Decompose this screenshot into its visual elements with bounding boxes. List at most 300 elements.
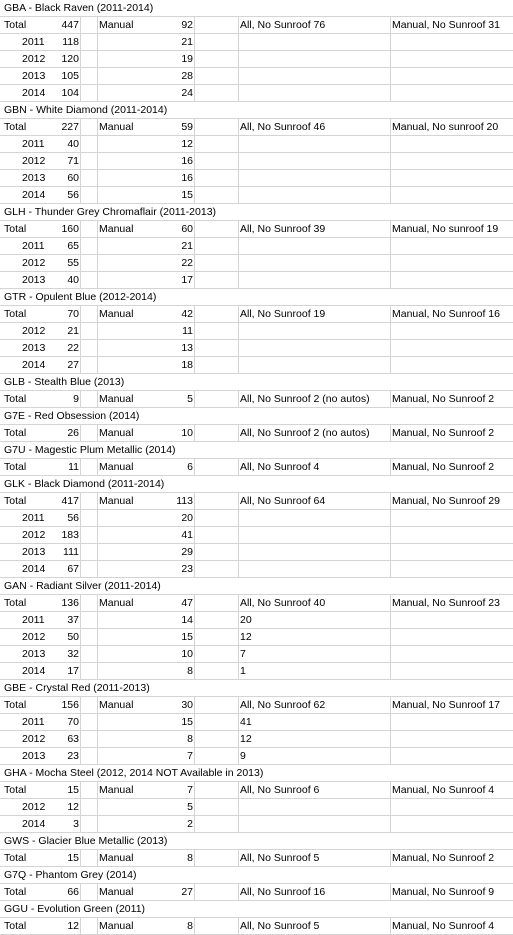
cell-type[interactable]: Manual	[99, 920, 134, 932]
grid-line	[390, 663, 391, 679]
cell-manual-count[interactable]: 6	[187, 461, 193, 473]
cell-year[interactable]: 2011	[22, 512, 45, 524]
cell-label[interactable]: Total	[4, 461, 27, 473]
year-row[interactable]	[0, 646, 513, 663]
total-row[interactable]	[0, 119, 513, 136]
cell-manual-count[interactable]: 8	[187, 665, 193, 677]
year-row[interactable]	[0, 544, 513, 561]
cell-year[interactable]: 2014	[22, 563, 46, 575]
cell-all-no-sunroof[interactable]: All, No Sunroof 46	[240, 121, 326, 133]
cell-all-no-sunroof[interactable]: All, No Sunroof 39	[240, 223, 326, 235]
cell-manual-count[interactable]: 42	[181, 308, 193, 320]
cell-count[interactable]: 417	[61, 495, 79, 507]
cell-manual-no-sunroof[interactable]: Manual, No Sunroof 9	[392, 886, 495, 898]
cell-count[interactable]: 227	[61, 121, 79, 133]
cell-count[interactable]: 447	[61, 19, 79, 31]
year-row[interactable]	[0, 136, 513, 153]
cell-manual-count[interactable]: 59	[181, 121, 193, 133]
year-row[interactable]	[0, 561, 513, 578]
cell-count[interactable]: 22	[67, 342, 79, 354]
cell-year[interactable]: 2014	[22, 818, 46, 830]
group-header-row[interactable]	[0, 476, 513, 493]
cell-manual-count[interactable]: 30	[181, 699, 193, 711]
year-row[interactable]	[0, 527, 513, 544]
cell-manual-no-sunroof[interactable]: Manual, No Sunroof 2	[392, 427, 495, 439]
total-row[interactable]	[0, 595, 513, 612]
grid-line	[194, 816, 195, 832]
cell-manual-count[interactable]: 24	[181, 87, 193, 99]
cell-type[interactable]: Manual	[99, 223, 134, 235]
cell-count[interactable]: 23	[67, 750, 79, 762]
grid-line	[238, 459, 239, 475]
cell-all-no-sunroof[interactable]: All, No Sunroof 19	[240, 308, 326, 320]
cell-all-no-sunroof[interactable]: All, No Sunroof 76	[240, 19, 326, 31]
cell-manual-no-sunroof[interactable]: Manual, No Sunroof 2	[392, 852, 495, 864]
grid-line	[390, 85, 391, 101]
cell-count[interactable]: 118	[62, 36, 79, 48]
group-header-row[interactable]	[0, 102, 513, 119]
cell-manual-count[interactable]: 11	[182, 325, 193, 337]
group-header-row[interactable]	[0, 578, 513, 595]
cell-count[interactable]: 183	[61, 529, 79, 541]
cell-all-no-sunroof[interactable]: All, No Sunroof 5	[240, 920, 320, 932]
cell-manual-count[interactable]: 10	[181, 648, 193, 660]
year-row[interactable]	[0, 748, 513, 765]
cell-count[interactable]: 65	[67, 240, 79, 252]
group-header-cell[interactable]: GHA - Mocha Steel (2012, 2014 NOT Available in 2013)	[4, 767, 264, 779]
cell-manual-no-sunroof[interactable]: Manual, No sunroof 20	[392, 121, 499, 133]
grid-line	[80, 459, 81, 475]
cell-type[interactable]: Manual	[99, 784, 134, 796]
grid-line	[97, 544, 98, 560]
grid-line	[80, 306, 81, 322]
grid-line	[390, 459, 391, 475]
grid-line	[238, 119, 239, 135]
grid-line	[80, 918, 81, 934]
cell-label[interactable]: Total	[4, 121, 27, 133]
grid-line	[238, 68, 239, 84]
cell-year[interactable]: 2014	[22, 189, 46, 201]
cell-count[interactable]: 71	[67, 155, 79, 167]
cell-manual-count[interactable]: 15	[181, 189, 193, 201]
group-header-cell[interactable]: GWS - Glacier Blue Metallic (2013)	[4, 835, 168, 847]
cell-count[interactable]: 105	[61, 70, 79, 82]
grid-line	[80, 391, 81, 407]
year-row[interactable]	[0, 612, 513, 629]
total-row[interactable]	[0, 425, 513, 442]
grid-line	[80, 119, 81, 135]
cell-year[interactable]: 2013	[22, 546, 46, 558]
group-header-cell[interactable]: GLH - Thunder Grey Chromaflair (2011-2013)	[4, 206, 217, 218]
cell-year[interactable]: 2012	[22, 325, 46, 337]
group-header-cell[interactable]: GBE - Crystal Red (2011-2013)	[4, 682, 150, 694]
cell-label[interactable]: Total	[4, 920, 27, 932]
cell-manual-count[interactable]: 28	[181, 70, 193, 82]
grid-line	[194, 425, 195, 441]
grid-line	[80, 714, 81, 730]
cell-count[interactable]: 15	[67, 852, 79, 864]
grid-line	[80, 731, 81, 747]
cell-manual-count[interactable]: 8	[187, 733, 193, 745]
year-row[interactable]	[0, 714, 513, 731]
cell-all-no-sunroof[interactable]: 12	[240, 631, 252, 643]
cell-type[interactable]: Manual	[99, 121, 134, 133]
cell-all-no-sunroof[interactable]: All, No Sunroof 16	[240, 886, 326, 898]
cell-manual-count[interactable]: 19	[181, 53, 193, 65]
year-row[interactable]	[0, 187, 513, 204]
cell-manual-no-sunroof[interactable]: Manual, No Sunroof 2	[392, 393, 495, 405]
cell-count[interactable]: 26	[67, 427, 79, 439]
year-row[interactable]	[0, 51, 513, 68]
cell-year[interactable]: 2014	[22, 359, 46, 371]
cell-label[interactable]: Total	[4, 427, 27, 439]
cell-manual-count[interactable]: 5	[187, 393, 193, 405]
cell-all-no-sunroof[interactable]: 9	[240, 750, 246, 762]
cell-manual-count[interactable]: 16	[181, 172, 193, 184]
grid-line	[238, 612, 239, 628]
total-row[interactable]	[0, 221, 513, 238]
cell-manual-count[interactable]: 5	[187, 801, 193, 813]
group-header-row[interactable]	[0, 289, 513, 306]
cell-type[interactable]: Manual	[99, 495, 134, 507]
grid-line	[194, 646, 195, 662]
cell-year[interactable]: 2013	[22, 274, 46, 286]
cell-year[interactable]: 2014	[22, 665, 46, 677]
grid-line	[238, 629, 239, 645]
group-header-cell[interactable]: GBN - White Diamond (2011-2014)	[4, 104, 168, 116]
grid-line	[390, 527, 391, 543]
cell-all-no-sunroof[interactable]: 12	[240, 733, 252, 745]
year-row[interactable]	[0, 68, 513, 85]
grid-line	[238, 663, 239, 679]
cell-count[interactable]: 60	[67, 172, 79, 184]
grid-line	[97, 187, 98, 203]
group-header-row[interactable]	[0, 408, 513, 425]
cell-manual-count[interactable]: 2	[187, 818, 193, 830]
cell-manual-no-sunroof[interactable]: Manual, No Sunroof 23	[392, 597, 500, 609]
total-row[interactable]	[0, 459, 513, 476]
year-row[interactable]	[0, 255, 513, 272]
grid-line	[194, 731, 195, 747]
grid-line	[390, 136, 391, 152]
grid-line	[238, 170, 239, 186]
group-header-cell[interactable]: G7E - Red Obsession (2014)	[4, 410, 140, 422]
cell-count[interactable]: 37	[67, 614, 79, 626]
group-header-cell[interactable]: GTR - Opulent Blue (2012-2014)	[4, 291, 157, 303]
cell-all-no-sunroof[interactable]: 1	[240, 665, 246, 677]
year-row[interactable]	[0, 731, 513, 748]
cell-type[interactable]: Manual	[99, 461, 134, 473]
cell-year[interactable]: 2012	[22, 733, 46, 745]
year-row[interactable]	[0, 340, 513, 357]
cell-manual-count[interactable]: 29	[181, 546, 193, 558]
cell-all-no-sunroof[interactable]: 7	[240, 648, 246, 660]
grid-line	[238, 85, 239, 101]
cell-manual-count[interactable]: 92	[181, 19, 193, 31]
group-header-row[interactable]	[0, 204, 513, 221]
year-row[interactable]	[0, 510, 513, 527]
group-header-row[interactable]	[0, 901, 513, 918]
cell-label[interactable]: Total	[4, 886, 27, 898]
cell-year[interactable]: 2011	[22, 240, 45, 252]
year-row[interactable]	[0, 357, 513, 374]
cell-manual-count[interactable]: 13	[181, 342, 193, 354]
cell-all-no-sunroof[interactable]: 20	[240, 614, 252, 626]
cell-count[interactable]: 56	[67, 512, 79, 524]
cell-all-no-sunroof[interactable]: All, No Sunroof 5	[240, 852, 320, 864]
cell-manual-count[interactable]: 16	[181, 155, 193, 167]
group-header-row[interactable]	[0, 442, 513, 459]
grid-line	[238, 340, 239, 356]
cell-count[interactable]: 120	[61, 53, 79, 65]
cell-count[interactable]: 136	[61, 597, 79, 609]
grid-line	[194, 493, 195, 509]
cell-manual-count[interactable]: 17	[181, 274, 193, 286]
cell-count[interactable]: 67	[67, 563, 79, 575]
total-row[interactable]	[0, 782, 513, 799]
cell-count[interactable]: 32	[67, 648, 79, 660]
total-row[interactable]	[0, 884, 513, 901]
grid-line	[238, 136, 239, 152]
group-header-cell[interactable]: GGU - Evolution Green (2011)	[4, 903, 146, 915]
cell-manual-no-sunroof[interactable]: Manual, No sunroof 19	[392, 223, 499, 235]
cell-year[interactable]: 2011	[22, 716, 45, 728]
group-header-cell[interactable]: GBA - Black Raven (2011-2014)	[4, 2, 154, 14]
cell-manual-count[interactable]: 7	[187, 750, 193, 762]
cell-count[interactable]: 12	[67, 920, 79, 932]
cell-count[interactable]: 21	[67, 325, 79, 337]
group-header-row[interactable]	[0, 765, 513, 782]
cell-label[interactable]: Total	[4, 597, 27, 609]
cell-manual-count[interactable]: 15	[181, 716, 193, 728]
cell-manual-count[interactable]: 41	[181, 529, 193, 541]
cell-manual-count[interactable]: 7	[187, 784, 193, 796]
total-row[interactable]	[0, 306, 513, 323]
cell-manual-count[interactable]: 8	[187, 920, 193, 932]
cell-label[interactable]: Total	[4, 393, 27, 405]
grid-line	[390, 646, 391, 662]
cell-manual-no-sunroof[interactable]: Manual, No Sunroof 17	[392, 699, 500, 711]
cell-manual-count[interactable]: 10	[181, 427, 193, 439]
group-header-cell[interactable]: G7Q - Phantom Grey (2014)	[4, 869, 137, 881]
cell-year[interactable]: 2011	[22, 138, 45, 150]
grid-line	[97, 459, 98, 475]
cell-count[interactable]: 40	[67, 274, 79, 286]
cell-count[interactable]: 160	[61, 223, 79, 235]
grid-line	[194, 136, 195, 152]
grid-line	[238, 799, 239, 815]
cell-manual-count[interactable]: 21	[181, 36, 193, 48]
cell-manual-count[interactable]: 8	[187, 852, 193, 864]
cell-count[interactable]: 9	[73, 393, 79, 405]
grid-line	[97, 255, 98, 271]
grid-line	[238, 646, 239, 662]
cell-count[interactable]: 70	[67, 308, 79, 320]
cell-manual-count[interactable]: 113	[176, 495, 193, 507]
cell-all-no-sunroof[interactable]: 41	[240, 716, 252, 728]
cell-all-no-sunroof[interactable]: All, No Sunroof 6	[240, 784, 320, 796]
cell-manual-count[interactable]: 20	[181, 512, 193, 524]
cell-manual-no-sunroof[interactable]: Manual, No Sunroof 29	[392, 495, 500, 507]
cell-manual-no-sunroof[interactable]: Manual, No Sunroof 2	[392, 461, 495, 473]
grid-line	[238, 850, 239, 866]
cell-type[interactable]: Manual	[99, 19, 134, 31]
cell-type[interactable]: Manual	[99, 597, 134, 609]
cell-all-no-sunroof[interactable]: All, No Sunroof 64	[240, 495, 326, 507]
cell-year[interactable]: 2013	[22, 750, 46, 762]
grid-line	[390, 612, 391, 628]
cell-year[interactable]: 2013	[22, 70, 46, 82]
cell-count[interactable]: 40	[67, 138, 79, 150]
cell-count[interactable]: 12	[67, 801, 79, 813]
year-row[interactable]	[0, 816, 513, 833]
cell-count[interactable]: 156	[61, 699, 79, 711]
grid-line	[80, 425, 81, 441]
grid-line	[390, 306, 391, 322]
cell-count[interactable]: 104	[61, 87, 79, 99]
year-row[interactable]	[0, 272, 513, 289]
grid-line	[194, 255, 195, 271]
grid-line	[97, 51, 98, 67]
cell-count[interactable]: 17	[67, 665, 79, 677]
cell-all-no-sunroof[interactable]: All, No Sunroof 40	[240, 597, 326, 609]
grid-line	[97, 170, 98, 186]
cell-year[interactable]: 2012	[22, 801, 46, 813]
grid-line	[238, 493, 239, 509]
cell-manual-no-sunroof[interactable]: Manual, No Sunroof 31	[392, 19, 500, 31]
year-row[interactable]	[0, 85, 513, 102]
cell-year[interactable]: 2011	[22, 614, 45, 626]
cell-type[interactable]: Manual	[99, 699, 134, 711]
cell-manual-no-sunroof[interactable]: Manual, No Sunroof 4	[392, 784, 495, 796]
grid-line	[97, 493, 98, 509]
grid-line	[80, 782, 81, 798]
cell-manual-count[interactable]: 27	[181, 886, 193, 898]
grid-line	[80, 850, 81, 866]
total-row[interactable]	[0, 17, 513, 34]
grid-line	[238, 17, 239, 33]
cell-label[interactable]: Total	[4, 19, 27, 31]
cell-count[interactable]: 50	[67, 631, 79, 643]
grid-line	[390, 629, 391, 645]
cell-label[interactable]: Total	[4, 699, 27, 711]
year-row[interactable]	[0, 170, 513, 187]
cell-count[interactable]: 111	[63, 546, 79, 558]
cell-all-no-sunroof[interactable]: All, No Sunroof 4	[240, 461, 320, 473]
cell-year[interactable]: 2012	[22, 529, 46, 541]
total-row[interactable]	[0, 918, 513, 935]
group-header-cell[interactable]: GAN - Radiant Silver (2011-2014)	[4, 580, 161, 592]
year-row[interactable]	[0, 323, 513, 340]
cell-manual-count[interactable]: 14	[181, 614, 193, 626]
total-row[interactable]	[0, 391, 513, 408]
cell-manual-no-sunroof[interactable]: Manual, No Sunroof 16	[392, 308, 500, 320]
grid-line	[390, 34, 391, 50]
grid-line	[390, 544, 391, 560]
cell-year[interactable]: 2013	[22, 342, 46, 354]
group-header-cell[interactable]: GLK - Black Diamond (2011-2014)	[4, 478, 165, 490]
cell-all-no-sunroof[interactable]: All, No Sunroof 2 (no autos)	[240, 393, 370, 405]
cell-count[interactable]: 55	[67, 257, 79, 269]
cell-label[interactable]: Total	[4, 784, 27, 796]
cell-all-no-sunroof[interactable]: All, No Sunroof 2 (no autos)	[240, 427, 370, 439]
cell-year[interactable]: 2012	[22, 53, 46, 65]
cell-manual-count[interactable]: 15	[181, 631, 193, 643]
group-header-row[interactable]	[0, 867, 513, 884]
cell-manual-count[interactable]: 21	[181, 240, 193, 252]
cell-manual-count[interactable]: 23	[181, 563, 193, 575]
group-header-row[interactable]	[0, 680, 513, 697]
grid-line	[390, 119, 391, 135]
cell-label[interactable]: Total	[4, 495, 27, 507]
cell-type[interactable]: Manual	[99, 308, 134, 320]
grid-line	[97, 782, 98, 798]
grid-line	[194, 748, 195, 764]
cell-count[interactable]: 15	[67, 784, 79, 796]
grid-line	[194, 544, 195, 560]
year-row[interactable]	[0, 34, 513, 51]
cell-year[interactable]: 2011	[22, 36, 45, 48]
total-row[interactable]	[0, 697, 513, 714]
cell-count[interactable]: 11	[68, 461, 79, 473]
year-row[interactable]	[0, 799, 513, 816]
year-row[interactable]	[0, 629, 513, 646]
cell-manual-count[interactable]: 12	[181, 138, 193, 150]
cell-all-no-sunroof[interactable]: All, No Sunroof 62	[240, 699, 326, 711]
cell-count[interactable]: 63	[67, 733, 79, 745]
group-header-row[interactable]	[0, 374, 513, 391]
cell-manual-count[interactable]: 18	[181, 359, 193, 371]
total-row[interactable]	[0, 850, 513, 867]
cell-count[interactable]: 66	[67, 886, 79, 898]
group-header-row[interactable]	[0, 0, 513, 17]
cell-count[interactable]: 56	[67, 189, 79, 201]
cell-label[interactable]: Total	[4, 308, 27, 320]
grid-line	[97, 561, 98, 577]
cell-year[interactable]: 2012	[22, 257, 46, 269]
cell-type[interactable]: Manual	[99, 852, 134, 864]
year-row[interactable]	[0, 153, 513, 170]
group-header-cell[interactable]: GLB - Stealth Blue (2013)	[4, 376, 125, 388]
cell-manual-count[interactable]: 22	[181, 257, 193, 269]
cell-year[interactable]: 2014	[22, 87, 46, 99]
year-row[interactable]	[0, 238, 513, 255]
grid-line	[80, 612, 81, 628]
group-header-row[interactable]	[0, 833, 513, 850]
cell-manual-count[interactable]: 60	[181, 223, 193, 235]
group-header-cell[interactable]: G7U - Magestic Plum Metallic (2014)	[4, 444, 176, 456]
cell-year[interactable]: 2013	[22, 648, 46, 660]
cell-count[interactable]: 70	[67, 716, 79, 728]
total-row[interactable]	[0, 493, 513, 510]
cell-year[interactable]: 2013	[22, 172, 46, 184]
cell-manual-count[interactable]: 47	[181, 597, 193, 609]
grid-line	[194, 391, 195, 407]
cell-label[interactable]: Total	[4, 223, 27, 235]
cell-type[interactable]: Manual	[99, 393, 134, 405]
grid-line	[97, 357, 98, 373]
grid-line	[80, 663, 81, 679]
cell-count[interactable]: 3	[73, 818, 79, 830]
cell-type[interactable]: Manual	[99, 427, 134, 439]
cell-type[interactable]: Manual	[99, 886, 134, 898]
cell-year[interactable]: 2012	[22, 631, 46, 643]
cell-manual-no-sunroof[interactable]: Manual, No Sunroof 4	[392, 920, 495, 932]
cell-year[interactable]: 2012	[22, 155, 46, 167]
cell-label[interactable]: Total	[4, 852, 27, 864]
year-row[interactable]	[0, 663, 513, 680]
cell-count[interactable]: 27	[67, 359, 79, 371]
